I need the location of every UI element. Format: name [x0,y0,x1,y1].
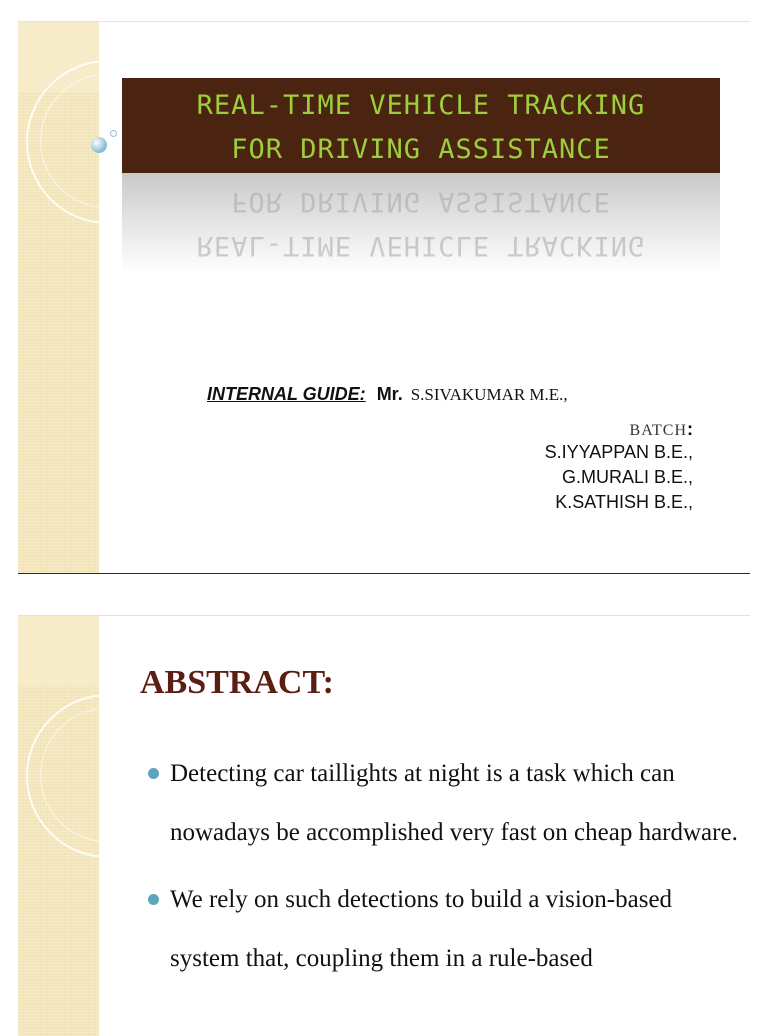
title-reflection [122,173,720,273]
internal-guide-label: INTERNAL GUIDE: [207,384,366,404]
list-item [146,744,746,862]
title-slide [18,21,750,574]
page-title [122,84,720,172]
bullet-icon [148,768,159,779]
batch-member: S.IYYAPPAN B.E., [544,442,693,462]
title-reflection-text [122,179,720,267]
abstract-title: ABSTRACT: [140,664,334,701]
bullet-text: Detecting car taillights at night is a task which can nowadays be accomplished very fast on cheap hardware. [170,760,738,846]
small-bubble-icon [110,130,117,137]
reflection-line-1: REAL-TIME VEHICLE TRACKING [196,230,646,261]
reflection-line-2: FOR DRIVING ASSISTANCE [231,186,611,217]
internal-guide [207,384,568,405]
abstract-slide [18,615,750,1036]
abstract-bullet-list [146,744,746,996]
list-item [146,870,746,988]
title-banner [122,78,720,173]
title-line-2: FOR DRIVING ASSISTANCE [231,134,611,165]
strip-highlight [18,616,99,686]
bubble-icon [91,137,107,153]
guide-name: S.SIVAKUMAR M.E., [410,385,568,404]
batch-label: BATCH [629,422,687,439]
guide-prefix: Mr. [376,384,403,404]
batch-member: G.MURALI B.E., [561,467,693,487]
bullet-text: We rely on such detections to build a vision-based system that, coupling them in a rule-based [170,886,673,972]
bullet-icon [148,894,159,905]
batch-colon: : [687,419,693,439]
batch-member: K.SATHISH B.E., [555,492,693,512]
batch-block [545,419,693,515]
title-line-1: REAL-TIME VEHICLE TRACKING [196,90,646,121]
